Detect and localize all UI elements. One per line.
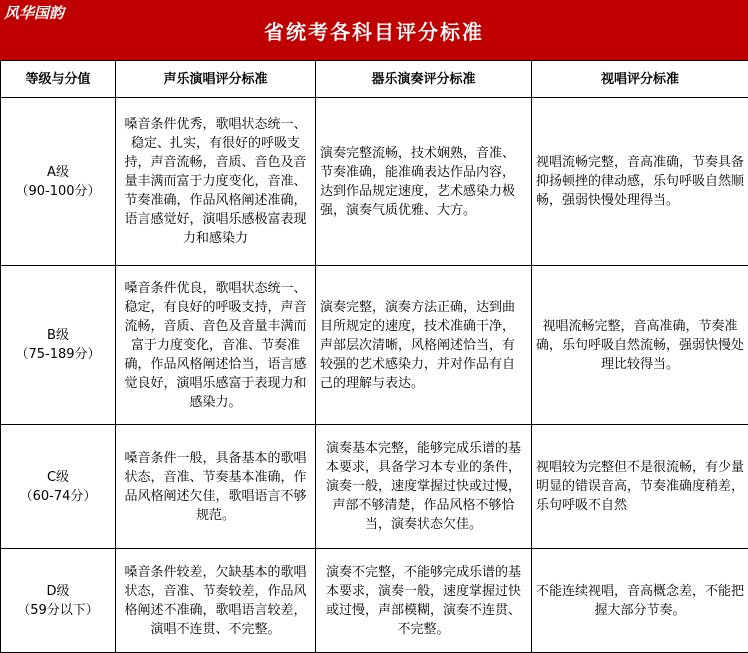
grade-label: A级 (47, 164, 69, 180)
header-vocal: 声乐演唱评分标准 (116, 61, 316, 98)
instrumental-criteria: 演奏不完整，不能够完成乐谱的基本要求，演奏一般，速度掌握过快或过慢，声部模糊，演奏不连贯、不完整。 (316, 549, 532, 653)
grade-range: （90-100分） (15, 183, 101, 199)
instrumental-criteria: 演奏基本完整，能够完成乐谱的基本要求，具备学习本专业的条件，演奏一般，速度掌握过快或过慢，声部不够清楚，作品风格不够恰当，演奏状态欠佳。 (316, 425, 532, 549)
grade-label: D级 (46, 583, 70, 599)
title-bar (0, 0, 748, 60)
table-row (1, 549, 748, 653)
header-row (1, 61, 748, 98)
header-grade: 等级与分值 (1, 61, 116, 98)
sightsinging-criteria: 不能连续视唱，音高概念差，不能把握大部分节奏。 (532, 549, 748, 653)
grade-range: （75-189分） (15, 347, 101, 362)
grade-cell (1, 266, 116, 425)
vocal-criteria: 嗓音条件较差，欠缺基本的歌唱状态，音准、节奏较差，作品风格阐述不准确，歌唱语言较差，演唱不连贯、不完整。 (116, 549, 316, 653)
sightsinging-criteria: 视唱较为完整但不是很流畅，有少量明显的错误音高，节奏准确度稍差，乐句呼吸不自然 (532, 425, 748, 549)
scoring-table (0, 60, 748, 653)
grade-label: B级 (47, 328, 69, 343)
instrumental-criteria: 演奏完整流畅，技术娴熟，音准、节奏准确，能准确表达作品内容，达到作品规定速度，艺术感染力极强，演奏气质优雅、大方。 (316, 98, 532, 266)
vocal-criteria: 嗓音条件优良，歌唱状态统一、稳定，有良好的呼吸支持，声音流畅，音质、音色及音量丰满而富于力度变化，音准、节奏准确，作品风格阐述恰当，语言感觉良好，演唱乐感富于表现力和感染力。 (116, 266, 316, 425)
header-instrumental: 器乐演奏评分标准 (316, 61, 532, 98)
header-sightsinging: 视唱评分标准 (532, 61, 748, 98)
sightsinging-criteria: 视唱流畅完整，音高准确，节奏具备抑扬顿挫的律动感，乐句呼吸自然顺畅，强弱快慢处理得当。 (532, 98, 748, 266)
table-row (1, 425, 748, 549)
vocal-criteria: 嗓音条件一般，具备基本的歌唱状态，音准、节奏基本准确，作品风格阐述欠佳，歌唱语言不够规范。 (116, 425, 316, 549)
vocal-criteria: 嗓音条件优秀，歌唱状态统一、稳定、扎实，有很好的呼吸支持，声音流畅，音质、音色及音量丰满而富于力度变化，音准、节奏准确，作品风格阐述准确，语言感觉好，演唱乐感极富表现力和感染力 (116, 98, 316, 266)
logo: 风华国韵 (4, 4, 65, 22)
sightsinging-criteria: 视唱流畅完整，音高准确，节奏准确，乐句呼吸自然流畅，强弱快慢处理比较得当。 (532, 266, 748, 425)
grade-cell (1, 425, 116, 549)
table-row (1, 98, 748, 266)
grade-range: （60-74分） (19, 488, 97, 504)
instrumental-criteria: 演奏完整，演奏方法正确，达到曲目所规定的速度，技术准确干净，声部层次清晰，风格阐述恰当，有较强的艺术感染力，并对作品有自己的理解与表达。 (316, 266, 532, 425)
grade-cell (1, 98, 116, 266)
table-row (1, 266, 748, 425)
grade-label: C级 (46, 469, 70, 485)
page-title: 省统考各科目评分标准 (264, 20, 484, 44)
grade-cell (1, 549, 116, 653)
grade-range: （59分以下） (17, 602, 99, 618)
